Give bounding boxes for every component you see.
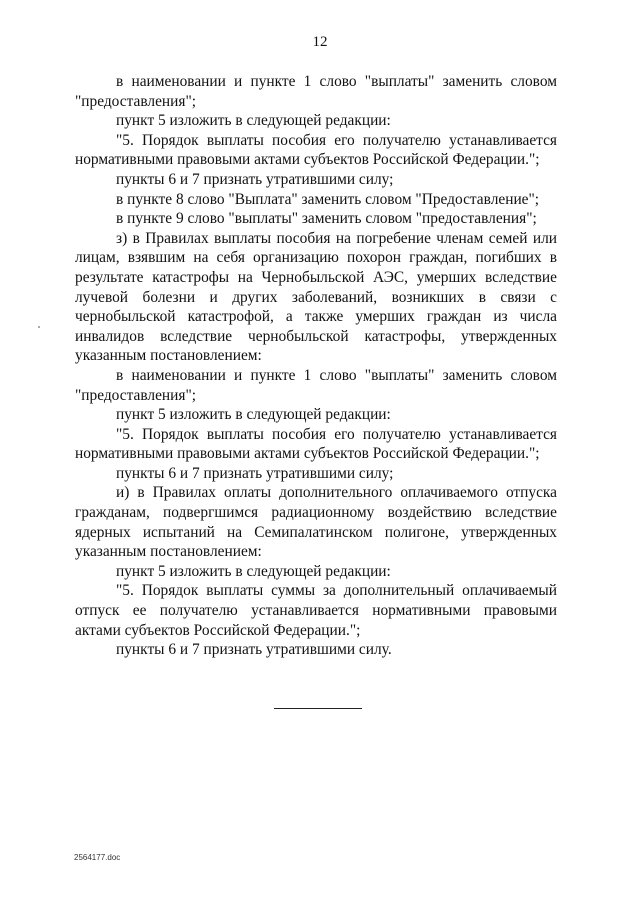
paragraph: в пункте 8 слово "Выплата" заменить словом "Предоставление"; (116, 190, 540, 208)
page-number: 12 (312, 34, 328, 50)
paragraph: в наименовании и пункте 1 слово "выплаты" заменить словом "предоставления"; (75, 366, 557, 404)
footer-filename: 2564177.doc (74, 853, 121, 862)
end-separator-line (274, 708, 362, 709)
paragraph: пункт 5 изложить в следующей редакции: (116, 112, 391, 130)
paragraph: пункты 6 и 7 признать утратившими силу. (116, 641, 392, 659)
paragraph: в наименовании и пункте 1 слово "выплаты" заменить словом "предоставления"; (75, 73, 557, 110)
paragraph: з) в Правилах выплаты пособия на погребение членам семей или лицам, взявшим на себя организацию похорон граждан, погибших в результате катастрофы на Чернобыльской АЭС, умерших вследствие лучевой болезни и других заболеваний, возникших в связи с чернобыльской катастрофой, а также умерших граждан из числа инвалидов вследствие чернобыльской катастрофы, утвержденных указанным постановлением: (75, 229, 557, 365)
scan-mark (38, 326, 40, 328)
paragraph: пункт 5 изложить в следующей редакции: (116, 406, 391, 424)
paragraph: пункты 6 и 7 признать утратившими силу; (116, 170, 394, 188)
paragraph: в пункте 9 слово "выплаты" заменить словом "предоставления"; (116, 210, 537, 228)
paragraph: пункт 5 изложить в следующей редакции: (116, 562, 391, 580)
paragraph: пункты 6 и 7 признать утратившими силу; (116, 464, 394, 482)
paragraph: "5. Порядок выплаты пособия его получателю устанавливается нормативными правовыми актами субъектов Российской Федерации."; (75, 425, 557, 463)
paragraph: "5. Порядок выплаты суммы за дополнительный оплачиваемый отпуск ее получателю устанавливается нормативными правовыми актами субъектов Российской Федерации."; (75, 582, 557, 639)
document-body (75, 72, 557, 660)
paragraph: и) в Правилах оплаты дополнительного оплачиваемого отпуска гражданам, подвергшимся радиационному воздействию вследствие ядерных испытаний на Семипалатинском полигоне, утвержденных указанным постановлением: (75, 484, 557, 561)
paragraph: "5. Порядок выплаты пособия его получателю устанавливается нормативными правовыми актами субъектов Российской Федерации."; (75, 131, 557, 169)
